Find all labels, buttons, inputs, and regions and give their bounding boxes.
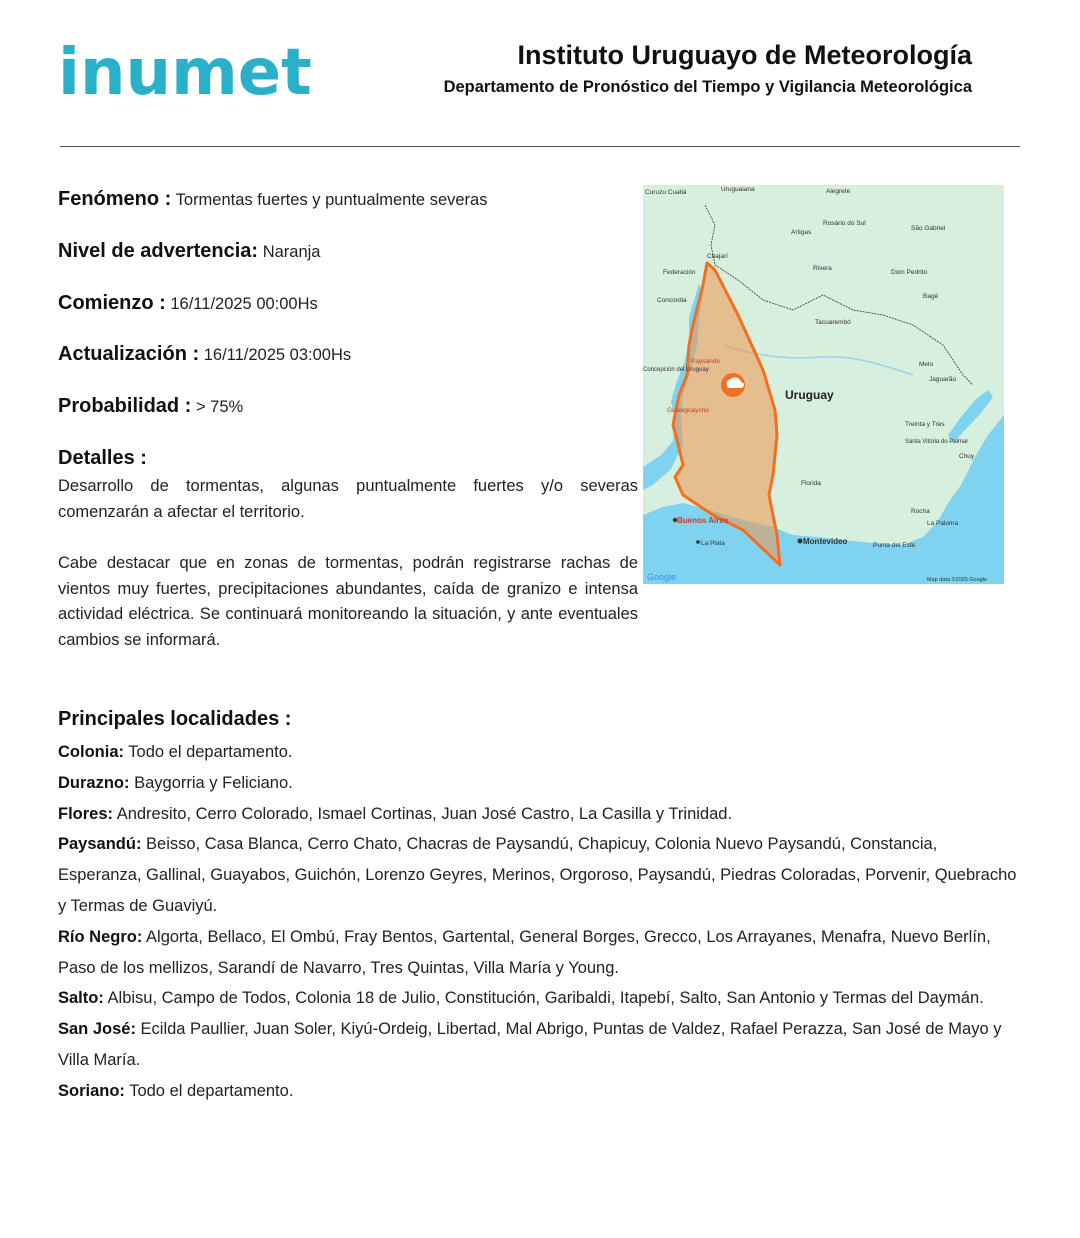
map-place: Florida [801,480,821,487]
map-place: Artigas [791,229,812,236]
map-place: Paysandú [691,358,720,365]
fenomeno-value: Tormentas fuertes y puntualmente severas [175,191,488,209]
localidad-places: Todo el departamento. [124,1081,294,1100]
fenomeno-label: Fenómeno : [58,188,172,210]
map-place: Alegrete [826,188,851,195]
map-place: Rocha [911,508,930,515]
localidad-item [58,799,1018,830]
localidad-item [58,737,1018,768]
map-place: Buenos Aires [677,516,729,525]
institution-title: Instituto Uruguayo de Meteorología [517,40,972,70]
localidad-item [58,829,1018,921]
map-place: Curuzu Cuatiá [645,189,687,196]
comienzo-value: 16/11/2025 00:00Hs [170,295,318,313]
nivel-value: Naranja [262,243,321,261]
city-dot [673,518,677,522]
map-place: Dom Pedrito [891,269,928,276]
map-place: Federación [663,269,696,276]
localidad-department: Río Negro: [58,927,143,946]
map-place: La Paloma [927,520,959,527]
fenomeno-row [58,188,487,211]
comienzo-label: Comienzo : [58,292,166,314]
map-place: Santa Vitória do Palmar [905,439,969,445]
localidad-item [58,983,1018,1014]
probabilidad-label: Probabilidad : [58,395,192,417]
map-place: Bagé [923,293,939,300]
localidad-item [58,1014,1018,1076]
details-paragraph-2: Cabe destacar que en zonas de tormentas, podrán registrarse rachas de vientos muy fuertes, precipitaciones abundantes, caída de granizo e intensa actividad eléctrica. Se continuará monitoreando la situación, y ante eventuales cambios se informará. [58,554,638,649]
map-place: Chajarí [707,253,728,260]
map-place: Melo [919,361,934,368]
comienzo-row [58,292,318,315]
probabilidad-row [58,395,243,418]
details-paragraph-1: Desarrollo de tormentas, algunas puntualmente fuertes y/o severas comenzarán a afectar el territorio. [58,477,638,521]
map-place: Montevideo [803,537,848,546]
localidad-department: Salto: [58,989,104,1008]
probabilidad-value: > 75% [195,398,244,416]
localidad-places: Andresito, Cerro Colorado, Ismael Cortinas, Juan José Castro, La Casilla y Trinidad. [113,804,733,823]
localidad-department: Colonia: [58,743,124,761]
details-title: Detalles : [58,447,147,469]
map-place: Rivera [813,265,832,272]
localidad-places: Albisu, Campo de Todos, Colonia 18 de Julio, Constitución, Garibaldi, Itapebí, Salto, San Antonio y Termas del Daymán. [103,989,984,1008]
actualizacion-value: 16/11/2025 03:00Hs [203,346,352,364]
nivel-row [58,240,320,263]
map-place: Chuy [959,453,975,460]
localidad-department: San José: [58,1020,136,1039]
localidad-places: Todo el departamento. [124,743,293,761]
localidad-department: Paysandú: [58,835,142,854]
localidad-department: Durazno: [58,773,130,792]
warning-map [643,185,1004,584]
department-subtitle: Departamento de Pronóstico del Tiempo y Vigilancia Meteorológica [443,78,972,96]
localidades-title: Principales localidades : [58,708,292,730]
localidad-item [58,1076,1018,1107]
localidad-item [58,768,1018,799]
google-logo: Google [647,572,677,582]
map-country-label: Uruguay [785,388,834,402]
map-place: Concepción del Uruguay [643,367,709,373]
localidad-places: Ecilda Paullier, Juan Soler, Kiyú-Ordeig, Libertad, Mal Abrigo, Puntas de Valdez, Rafael Perazza, San José de Mayo y Villa María. [58,1020,1002,1069]
city-dot [798,539,803,544]
localidades-list [58,737,1018,1107]
actualizacion-label: Actualización : [58,343,200,365]
map-place: Jaguarão [929,376,957,383]
map-place: Uruguaiana [721,186,755,193]
localidad-places: Baygorria y Feliciano. [129,773,293,792]
map-place: Concordia [657,297,687,304]
inumet-logo: inumet [58,36,312,110]
localidad-places: Algorta, Bellaco, El Ombú, Fray Bentos, Gartental, General Borges, Grecco, Los Arrayanes, Menafra, Nuevo Berlín, Paso de los mellizos, Sarandí de Navarro, Tres Quintas, Villa María y Young. [58,927,991,977]
map-place: São Gabriel [911,225,946,232]
header-divider [60,146,1020,147]
actualizacion-row [58,343,351,366]
map-place: Gualeguaychú [667,407,709,414]
localidad-item [58,922,1018,984]
map-attribution: Map data ©2025 Google [927,577,988,583]
localidad-department: Soriano: [58,1081,125,1100]
map-place: Rosário do Sul [823,220,866,227]
nivel-label: Nivel de advertencia: [58,240,259,262]
map-place: La Plata [701,540,725,547]
map-place: Treinta y Tres [905,421,945,428]
map-place: Punta del Este [873,542,916,549]
city-dot [696,540,700,544]
localidad-places: Beisso, Casa Blanca, Cerro Chato, Chacras de Paysandú, Chapicuy, Colonia Nuevo Paysandú, Constancia, Esperanza, Gallinal, Guayabos, Guichón, Lorenzo Geyres, Merinos, Orgoroso, Paysandú, Piedras Coloradas, Porvenir, Quebracho y Termas de Guaviyú. [58,835,1017,915]
localidad-department: Flores: [58,804,114,823]
map-place: Tacuarembó [815,319,851,326]
